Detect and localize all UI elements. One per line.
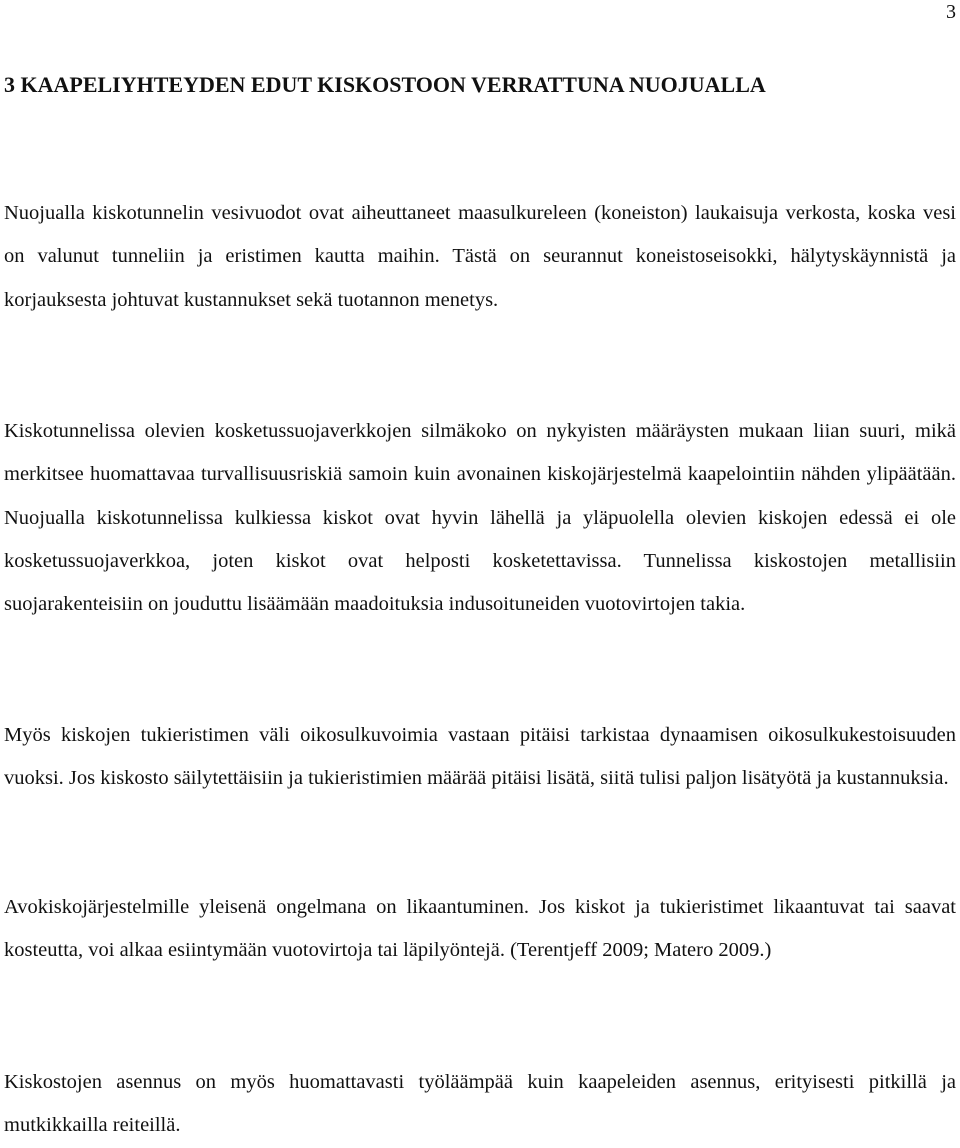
body-paragraph-safety-risk: Kiskotunnelissa olevien kosketussuojaverkkojen silmäkoko on nykyisten määräysten mukaan liian suuri, mikä merkitsee huomattavaa turvallisuusriskiä samoin kuin avonainen kiskojärjestelmä kaapelointiin nähden ylipäätään. Nuojualla kiskotunnelissa kulkiessa kiskot ovat hyvin lähellä ja yläpuolella olevien kiskojen edessä ei ole kosketussuojaverkkoa, joten kiskot ovat helposti kosketettavissa. Tunnelissa kiskostojen metallisiin suojarakenteisiin on jouduttu lisäämään maadoituksia indusoituneiden vuotovirtojen takia.	[4, 420, 956, 616]
body-paragraph-installation: Kiskostojen asennus on myös huomattavasti työläämpää kuin kaapeleiden asennus, erityisesti pitkillä ja mutkikkailla reiteillä.	[4, 1071, 956, 1137]
body-paragraph-water-leaks: Nuojualla kiskotunnelin vesivuodot ovat aiheuttaneet maasulkureleen (koneiston) laukaisuja verkosta, koska vesi on valunut tunneliin ja eristimen kautta maihin. Tästä on seurannut koneistoseisokki, hälytyskäynnistä ja korjauksesta johtuvat kustannukset sekä tuotannon menetys.	[4, 202, 956, 311]
page-number: 3	[946, 1, 956, 23]
body-paragraph-contamination: Avokiskojärjestelmille yleisenä ongelmana on likaantuminen. Jos kiskot ja tukieristimet likaantuvat tai saavat kosteutta, voi alkaa esiintymään vuotovirtoja tai läpilyöntejä. (Terentjeff 2009; Matero 2009.)	[4, 896, 956, 962]
section-heading: 3 KAAPELIYHTEYDEN EDUT KISKOSTOON VERRATTUNA NUOJUALLA	[4, 72, 766, 97]
body-paragraph-short-circuit: Myös kiskojen tukieristimen väli oikosulkuvoimia vastaan pitäisi tarkistaa dynaamisen oikosulkukestoisuuden vuoksi. Jos kiskosto säilytettäisiin ja tukieristimien määrää pitäisi lisätä, siitä tulisi paljon lisätyötä ja kustannuksia.	[4, 724, 956, 790]
